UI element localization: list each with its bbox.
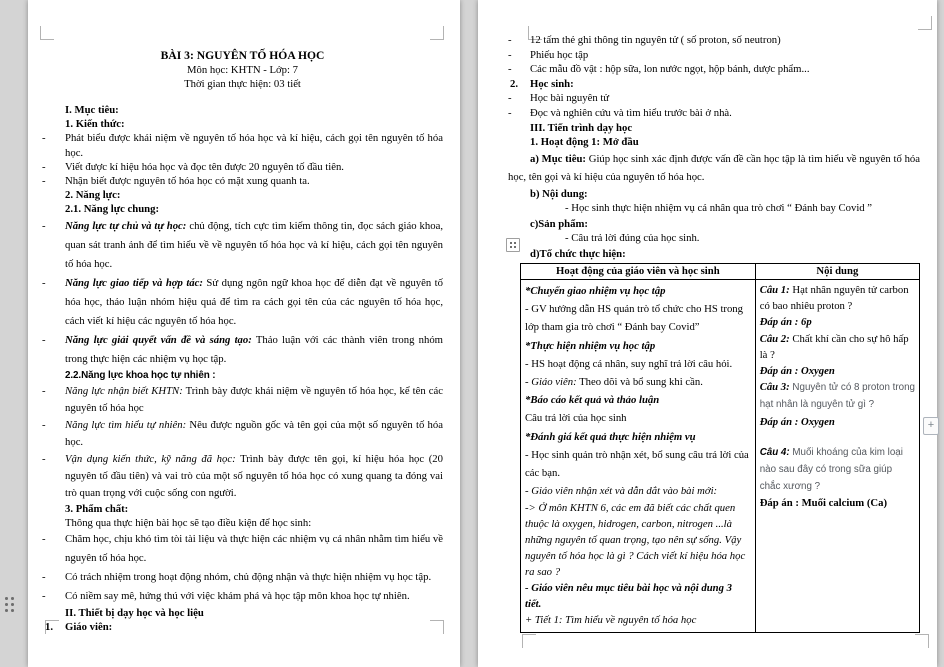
- paragraph-text: + Tiết 1: Tìm hiểu về nguyên tố hóa học: [525, 614, 697, 627]
- text-boundary-mark: [918, 16, 932, 30]
- paragraph-text: Trình bày được tên gọi, kí hiệu hóa học (20 nguyên tố đầu tiên) và vai trò của một số nguyên tố hóa học có xung quang ta đóng vai trò quan trọng với cuộc sống con người.: [65, 452, 443, 499]
- table-move-handle-icon[interactable]: [506, 238, 520, 252]
- paragraph-text: Nêu được nguồn gốc và tên gọi của một số nguyên tố hóa học.: [65, 418, 443, 448]
- paragraph-text: d)Tổ chức thực hiện:: [530, 247, 626, 260]
- table-paragraph: [525, 282, 751, 300]
- document-page-left: [28, 0, 460, 667]
- paragraph: [42, 383, 443, 417]
- paragraph-text: Học sinh:: [530, 77, 574, 90]
- table-paragraph: [760, 495, 915, 511]
- table-paragraph: [525, 612, 751, 628]
- table-cell-activities: [521, 280, 755, 632]
- paragraph-text: III. Tiến trình dạy học: [530, 121, 633, 134]
- paragraph-text: -> Ở môn KHTN 6, các em đã biết các chất quen thuộc là oxygen, hidrogen, carbon, nitrogen ...là những nguyên tố quan trọng, tạo nên sự sống. Vậy nguyên tố hóa học là gì ? Cách viết kí hiệu hóa học ra sao ?: [525, 502, 746, 579]
- list-marker: -: [508, 92, 512, 105]
- activity-table: [520, 263, 920, 634]
- list-marker: -: [42, 132, 46, 145]
- paragraph-text: *Báo cáo kết quả và thảo luận: [525, 394, 660, 407]
- paragraph-text: Theo dõi và bổ sung khi cần.: [576, 376, 703, 389]
- paragraph: [42, 160, 443, 174]
- table-paragraph: [525, 580, 751, 612]
- paragraph-text: Học bài nguyên tử: [530, 92, 610, 105]
- paragraph: [42, 530, 443, 568]
- paragraph-text: - HS hoạt động cá nhân, suy nghĩ trả lời câu hỏi.: [525, 357, 733, 370]
- list-marker: -: [42, 219, 46, 232]
- paragraph: [508, 48, 920, 63]
- paragraph-text: Thảo luận với các thành viên trong nhóm trong thực hiện các nhiệm vụ học tập.: [65, 333, 443, 365]
- list-marker: -: [42, 571, 46, 584]
- paragraph: [42, 331, 443, 369]
- paragraph: [508, 121, 920, 136]
- paragraph-text: II. Thiết bị dạy học và học liệu: [65, 607, 204, 620]
- paragraph-text: Giúp học sinh xác định được vấn đề cần học tập là tìm hiểu về nguyên tố hóa học, tên gọi và kí hiệu của nguyên tố hóa học.: [508, 152, 921, 184]
- paragraph: [42, 274, 443, 331]
- list-marker: -: [42, 160, 46, 173]
- spacer: [42, 91, 443, 103]
- paragraph-text: 1. Hoạt động 1: Mở đầu: [530, 136, 639, 149]
- text-boundary-mark: [430, 26, 444, 40]
- table-paragraph: [525, 355, 751, 373]
- table-paragraph: [525, 428, 751, 446]
- paragraph-text: Nhận biết được nguyên tố hóa học có mặt xung quanh ta.: [65, 175, 310, 188]
- paragraph-text: Đáp án : Oxygen: [759, 365, 835, 378]
- paragraph-lead: Câu 2:: [759, 332, 790, 345]
- table-cell-content: [756, 280, 919, 516]
- paragraph-text: Phiếu học tập: [530, 48, 589, 61]
- list-marker: -: [508, 48, 512, 61]
- paragraph-text: Đọc và nghiên cứu và tìm hiểu trước bài ở nhà.: [530, 106, 732, 119]
- list-marker: -: [42, 590, 46, 603]
- paragraph: [508, 150, 920, 187]
- paragraph-lead: Vận dụng kiến thức, kỹ năng đã học:: [65, 452, 236, 465]
- paragraph: [508, 217, 920, 232]
- paragraph-text: Đáp án : 6p: [759, 316, 812, 329]
- paragraph: [42, 188, 443, 202]
- paragraph: [508, 77, 920, 92]
- paragraph: [42, 606, 443, 620]
- paragraph-text: 2.1. Năng lực chung:: [65, 203, 160, 216]
- doc-subtitle: Thời gian thực hiện: 03 tiết: [184, 78, 301, 90]
- paragraph: [42, 502, 443, 516]
- paragraph-text: Có niềm say mê, hứng thú với việc khám phá và học tập môn khoa học tự nhiên.: [65, 590, 410, 603]
- paragraph-text: Trình bày được khái niệm về nguyên tố hóa học, kể tên các nguyên tố hóa học: [65, 384, 443, 414]
- list-marker: -: [42, 333, 46, 346]
- table-paragraph: [760, 430, 915, 444]
- document-page-right: [478, 0, 937, 667]
- paragraph-lead: Năng lực nhận biết KHTN:: [65, 384, 183, 397]
- text-boundary-mark: [522, 634, 536, 648]
- table-paragraph: [760, 314, 915, 330]
- paragraph-text: Đáp án : Oxygen: [759, 415, 835, 428]
- drag-handle-icon[interactable]: [5, 597, 17, 615]
- paragraph-text: - Giáo viên nhận xét và dẫn dắt vào bài mới:: [525, 485, 718, 498]
- paragraph: [508, 247, 920, 262]
- paragraph-lead: Năng lực tự chủ và tự học:: [65, 219, 187, 232]
- paragraph-text: c)Sản phẩm:: [530, 217, 588, 230]
- table-paragraph: [760, 414, 915, 430]
- paragraph-text: Các mẫu đồ vật : hộp sữa, lon nước ngọt, hộp bánh, dược phẩm...: [530, 63, 810, 76]
- table-paragraph: [525, 337, 751, 355]
- paragraph: [42, 103, 443, 117]
- paragraph-lead: - Giáo viên:: [525, 376, 577, 389]
- paragraph-text: - Học sinh quản trò nhận xét, bổ sung câu trả lời của các bạn.: [525, 448, 749, 480]
- list-marker: -: [508, 63, 512, 76]
- table-paragraph: [525, 391, 751, 409]
- paragraph-text: Chất khí cần cho sự hô hấp là ?: [759, 332, 909, 361]
- paragraph-text: Đáp án : Muối calcium (Ca): [759, 497, 888, 510]
- table-paragraph: [760, 282, 915, 314]
- paragraph: [42, 217, 443, 274]
- table-paragraph: [525, 482, 751, 500]
- table-paragraph: [760, 363, 915, 379]
- left-page-body: [42, 103, 443, 635]
- table-paragraph: [760, 444, 915, 496]
- left-page-content: [28, 0, 460, 635]
- list-marker: 1.: [45, 621, 54, 634]
- paragraph-text: I. Mục tiêu:: [65, 104, 119, 116]
- paragraph-text: Phát biểu được khái niệm về nguyên tố hóa học và kí hiệu, cách gọi tên nguyên tố hóa học.: [65, 132, 443, 159]
- paragraph-text: Muối khoáng của kim loại nào sau đây có trong sữa giúp chắc xương ?: [759, 446, 903, 493]
- paragraph: [42, 451, 443, 502]
- doc-title: BÀI 3: NGUYÊN TỐ HÓA HỌC: [160, 49, 325, 62]
- right-page-content: [478, 0, 937, 633]
- paragraph-text: - Giáo viên nêu mục tiêu bài học và nội dung 3 tiết.: [525, 582, 732, 611]
- paragraph: [42, 174, 443, 188]
- paragraph: [508, 33, 920, 48]
- paragraph: [508, 187, 920, 202]
- paragraph: [42, 516, 443, 530]
- table-paragraph: [525, 446, 751, 482]
- list-marker: -: [42, 175, 46, 188]
- list-marker: -: [42, 418, 46, 431]
- paragraph-lead: Năng lực giao tiếp và hợp tác:: [65, 276, 203, 289]
- text-boundary-mark: [40, 26, 54, 40]
- paragraph-text: - Câu trả lời đúng của học sinh.: [565, 232, 700, 245]
- paragraph-text: chủ động, tích cực tìm kiếm thông tin, đọc sách giáo khoa, quan sát tranh ảnh để tìm hiểu về về nguyên tố hóa học và kí hiệu, cách gọi tên nguyên tố hóa học.: [65, 219, 443, 270]
- paragraph-text: 2. Năng lực:: [65, 189, 121, 202]
- paragraph: [42, 117, 443, 131]
- paragraph-text: Có trách nhiệm trong hoạt động nhóm, chủ động nhận và thực hiện nhiệm vụ học tập.: [65, 571, 432, 584]
- paragraph-text: - GV hướng dẫn HS quản trò tổ chức cho HS trong lớp tham gia trò chơi “ Đánh bay Covid”: [525, 303, 743, 334]
- table-paragraph: [525, 300, 751, 336]
- paragraph: [42, 202, 443, 216]
- paragraph-lead: Câu 3:: [759, 381, 790, 394]
- paragraph-text: *Đánh giá kết quả thực hiện nhiệm vụ: [525, 430, 696, 443]
- table-column-activities: [521, 264, 756, 633]
- table-header-content: Nội dung: [756, 264, 919, 281]
- text-boundary-mark: [915, 634, 929, 648]
- paragraph-text: *Chuyển giao nhiệm vụ học tập: [525, 285, 666, 298]
- paragraph-lead: Câu 4:: [759, 446, 790, 458]
- paragraph: [508, 106, 920, 121]
- table-handle-dot: [510, 242, 512, 244]
- paragraph: [42, 568, 443, 587]
- paragraph: [42, 587, 443, 606]
- paragraph-text: Nguyên tử có 8 proton trong hạt nhân là nguyên tử gì ?: [759, 382, 915, 411]
- right-page-body: [508, 33, 920, 262]
- paragraph-lead: Câu 1:: [759, 284, 790, 297]
- paragraph-text: Hạt nhân nguyên tử carbon có bao nhiêu proton ?: [759, 284, 909, 313]
- list-marker: -: [42, 452, 46, 465]
- paragraph: [42, 417, 443, 451]
- paragraph: [508, 231, 920, 247]
- table-paragraph: [525, 409, 751, 427]
- paragraph-text: Chăm học, chịu khó tìm tòi tài liệu và thực hiện các nhiệm vụ cá nhân nhằm tìm hiểu về nguyên tố hóa học.: [65, 533, 443, 565]
- paragraph: [508, 62, 920, 77]
- paragraph: [42, 369, 443, 383]
- table-paragraph: [525, 500, 751, 580]
- drag-dot: [5, 597, 8, 600]
- list-marker: -: [42, 533, 46, 546]
- paragraph-text: *Thực hiện nhiệm vụ học tập: [525, 339, 656, 352]
- paragraph-lead: a) Mục tiêu:: [530, 152, 586, 165]
- list-marker: -: [508, 106, 512, 119]
- paragraph-text: 3. Phẩm chất:: [65, 502, 129, 515]
- paragraph: [508, 91, 920, 106]
- paragraph-text: Sử dụng ngôn ngữ khoa học để diễn đạt về nguyên tố hóa học, thảo luận nhóm hiệu quả để tìm ra cách gọi tên của các nguyên tố hóa học, cách viết kí hiệu các nguyên tố hóa học.: [65, 276, 443, 327]
- paragraph: [508, 201, 920, 217]
- paragraph: [42, 131, 443, 159]
- table-paragraph: [525, 373, 751, 391]
- paragraph-lead: Năng lực tìm hiểu tự nhiên:: [65, 418, 187, 431]
- paragraph-text: - Học sinh thực hiện nhiệm vụ cá nhân qua trò chơi “ Đánh bay Covid ”: [565, 202, 873, 215]
- paragraph-lead: Năng lực giải quyết vấn đề và sáng tạo:: [65, 333, 252, 346]
- list-marker: -: [42, 384, 46, 397]
- list-marker: 2.: [510, 77, 519, 90]
- list-marker: -: [42, 276, 46, 289]
- list-marker: -: [508, 34, 512, 46]
- table-paragraph: [760, 379, 915, 413]
- paragraph: [508, 135, 920, 150]
- paragraph-text: 12 tấm thẻ ghi thông tin nguyên tử ( số proton, số neutron): [530, 34, 781, 46]
- paragraph-text: Thông qua thực hiện bài học sẽ tạo điều kiện để học sinh:: [65, 517, 312, 530]
- table-paragraph: [760, 331, 915, 363]
- paragraph-text: Viết được kí hiệu hóa học và đọc tên được 20 nguyên tố đầu tiên.: [65, 160, 344, 173]
- doc-subtitle: Môn học: KHTN - Lớp: 7: [186, 64, 299, 76]
- paragraph-text: 2.2.Năng lực khoa học tự nhiên :: [65, 369, 216, 381]
- table-column-content: [756, 264, 919, 633]
- insert-plus-button[interactable]: +: [923, 417, 939, 435]
- paragraph-text: 1. Kiến thức:: [65, 118, 125, 131]
- paragraph-text: Câu trả lời của học sinh: [525, 412, 627, 425]
- paragraph-text: Giáo viên:: [65, 621, 113, 634]
- paragraph-text: b) Nội dung:: [530, 187, 588, 200]
- paragraph: [42, 620, 443, 634]
- table-header-activities: Hoạt động của giáo viên và học sinh: [521, 264, 755, 281]
